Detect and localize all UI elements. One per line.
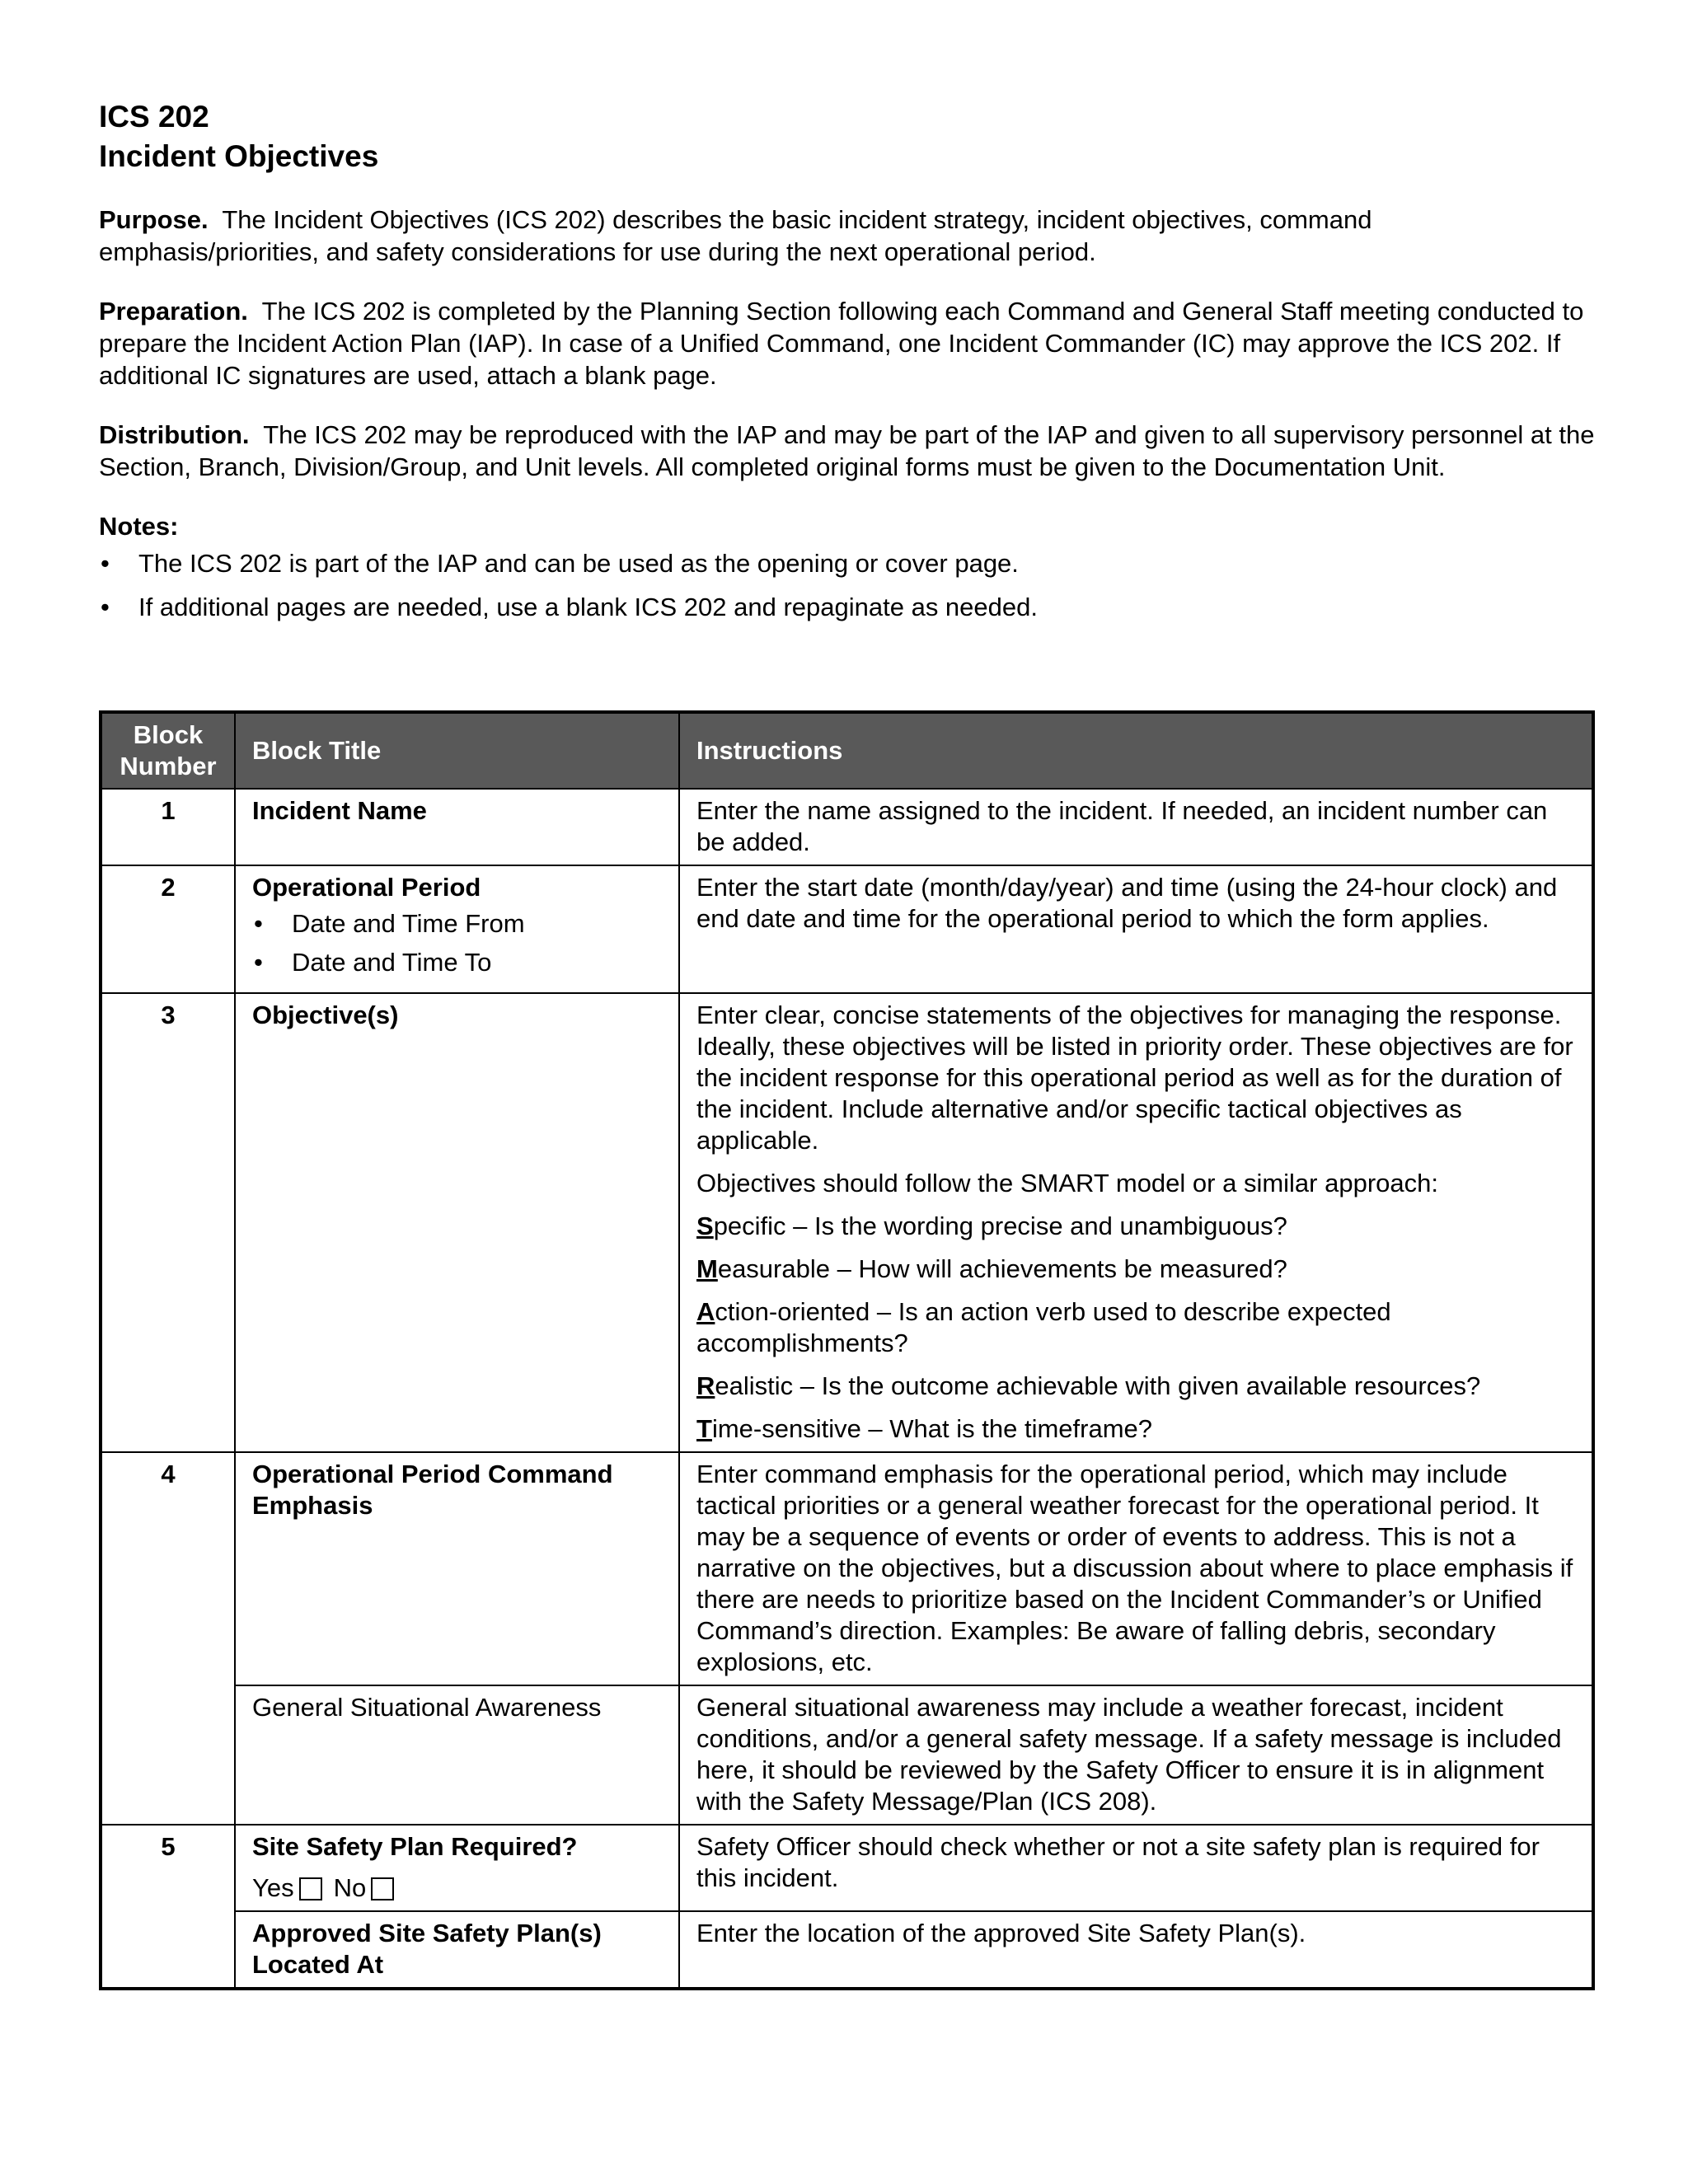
smart-item [696, 1254, 1575, 1285]
block-title: Site Safety Plan Required? [252, 1832, 578, 1861]
block-title-cell [235, 993, 679, 1452]
smart-letter: R [696, 1371, 715, 1400]
block-title: Objective(s) [252, 1001, 399, 1029]
no-checkbox[interactable] [371, 1877, 394, 1900]
notes-list [99, 547, 1595, 623]
purpose-paragraph [99, 204, 1595, 268]
distribution-text: The ICS 202 may be reproduced with the IAP and may be part of the IAP and given to all supervisory personnel at the Section, Branch, Division/Group, and Unit levels. All completed original forms must be given to the Documentation Unit. [99, 420, 1595, 481]
table-row [101, 865, 1593, 993]
table-row [101, 1825, 1593, 1911]
preparation-label: Preparation. [99, 297, 248, 326]
instructions-text: Enter clear, concise statements of the objectives for managing the response. Ideally, these objectives will be listed in priority order. These objectives are for the incident response for this operational period as well as for the duration of the incident. Include alternative and/or specific tactical objectives as applicable. [696, 1001, 1573, 1155]
notes-item: • If additional pages are needed, use a blank ICS 202 and repaginate as needed. [99, 591, 1595, 623]
preparation-text: The ICS 202 is completed by the Planning Section following each Command and General Staff meeting conducted to prepare the Incident Action Plan (IAP). In case of a Unified Command, one Incident Commander (IC) may approve the ICS 202. If additional IC signatures are used, attach a blank page. [99, 297, 1584, 390]
smart-text: easurable – How will achievements be measured? [717, 1254, 1287, 1283]
smart-letter: S [696, 1212, 714, 1240]
table-row [101, 1452, 1593, 1685]
yes-checkbox[interactable] [299, 1877, 322, 1900]
bullet-item: • Date and Time From [252, 908, 662, 940]
instructions-cell: Enter the name assigned to the incident. If needed, an incident number can be added. [679, 789, 1593, 865]
header-block-number: Block Number [101, 712, 235, 789]
block-title-cell [235, 789, 679, 865]
block-number: 4 [101, 1452, 235, 1825]
notes-heading: Notes: [99, 512, 179, 541]
purpose-label: Purpose. [99, 205, 209, 234]
smart-item [696, 1296, 1575, 1359]
yes-label: Yes [252, 1873, 294, 1902]
block-title: Operational Period Command Emphasis [252, 1460, 613, 1520]
table-header-row [101, 712, 1593, 789]
smart-item [696, 1211, 1575, 1242]
preparation-paragraph [99, 295, 1595, 391]
instructions-table [99, 710, 1595, 1990]
block-title-cell [235, 865, 679, 993]
smart-text: ction-oriented – Is an action verb used to describe expected accomplishments? [696, 1297, 1391, 1357]
block-subtitle: Approved Site Safety Plan(s) Located At [252, 1919, 602, 1979]
table-row [101, 993, 1593, 1452]
block-number: 1 [101, 789, 235, 865]
smart-text: ime-sensitive – What is the timeframe? [711, 1414, 1153, 1443]
distribution-paragraph [99, 419, 1595, 483]
header-block-title: Block Title [235, 712, 679, 789]
block-subtitle-cell [235, 1911, 679, 1989]
block-number: 5 [101, 1825, 235, 1989]
header-instructions: Instructions [679, 712, 1593, 789]
instructions-cell: Enter the start date (month/day/year) and time (using the 24-hour clock) and end date and time for the operational period to which the form applies. [679, 865, 1593, 993]
no-label: No [333, 1873, 367, 1902]
smart-text: pecific – Is the wording precise and unambiguous? [713, 1212, 1287, 1240]
block-subtitle-cell [235, 1685, 679, 1825]
table-row [101, 789, 1593, 865]
smart-item [696, 1371, 1575, 1402]
instructions-cell [679, 993, 1593, 1452]
block-title: Incident Name [252, 796, 427, 825]
yes-no-choice [252, 1872, 662, 1904]
smart-intro: Objectives should follow the SMART model or a similar approach: [696, 1169, 1438, 1197]
form-title: Incident Objectives [99, 139, 379, 173]
form-number: ICS 202 [99, 100, 209, 134]
smart-letter: M [696, 1254, 718, 1283]
block-subtitle: General Situational Awareness [252, 1693, 602, 1722]
smart-item [696, 1413, 1575, 1445]
instructions-cell: General situational awareness may include a weather forecast, incident conditions, and/or a general safety message. If a safety message is included here, it should be reviewed by the Safety Officer to ensure it is in alignment with the Safety Message/Plan (ICS 208). [679, 1685, 1593, 1825]
distribution-label: Distribution. [99, 420, 250, 449]
smart-letter: A [696, 1297, 715, 1326]
block-title-cell [235, 1452, 679, 1685]
table-row [101, 1911, 1593, 1989]
document-page [99, 97, 1595, 635]
smart-text: ealistic – Is the outcome achievable with given available resources? [715, 1371, 1481, 1400]
purpose-text: The Incident Objectives (ICS 202) describes the basic incident strategy, incident objectives, command emphasis/priorities, and safety considerations for use during the next operational period. [99, 205, 1372, 266]
block-title-bullets [252, 908, 662, 978]
bullet-item: • Date and Time To [252, 947, 662, 978]
instructions-cell: Enter the location of the approved Site Safety Plan(s). [679, 1911, 1593, 1989]
notes-item: • The ICS 202 is part of the IAP and can be used as the opening or cover page. [99, 547, 1595, 579]
block-title: Operational Period [252, 873, 481, 902]
block-title-cell [235, 1825, 679, 1911]
instructions-cell: Enter command emphasis for the operational period, which may include tactical priorities or a general weather forecast for the operational period. It may be a sequence of events or order of events to address. This is not a narrative on the objectives, but a discussion about where to place emphasis if there are needs to prioritize based on the Incident Commander’s or Unified Command’s direction. Examples: Be aware of falling debris, secondary explosions, etc. [679, 1452, 1593, 1685]
smart-letter: T [696, 1414, 712, 1443]
block-number: 3 [101, 993, 235, 1452]
table-row [101, 1685, 1593, 1825]
instructions-cell: Safety Officer should check whether or not a site safety plan is required for this incident. [679, 1825, 1593, 1911]
block-number: 2 [101, 865, 235, 993]
